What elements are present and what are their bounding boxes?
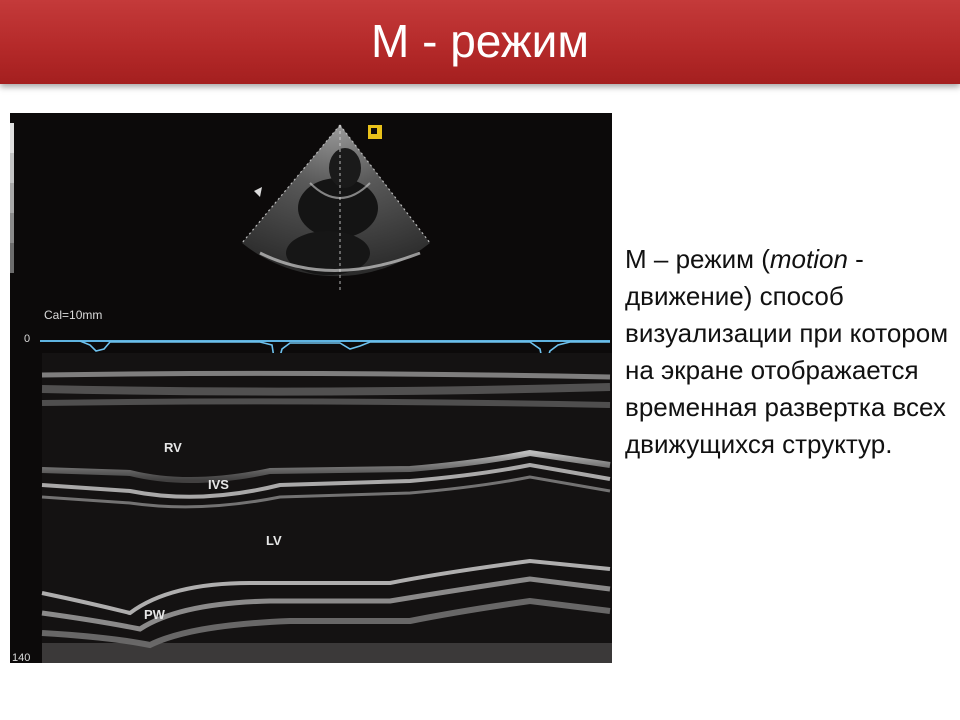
echo-svg: [10, 113, 612, 663]
triangle-marker-icon: [254, 187, 262, 197]
grayscale-strip: [10, 123, 14, 273]
description-part2: - движение) способ визуализации при котором на экране отображается временная развертка всех движущихся структур: [625, 244, 949, 459]
m-mode-echo-image: [10, 113, 612, 663]
depth-top-label: 0: [24, 333, 31, 345]
sector-2d-image: [242, 125, 430, 293]
label-rv: RV: [164, 440, 182, 455]
label-pw: PW: [144, 607, 165, 622]
description-italic-term: motion: [769, 244, 848, 274]
label-ivs: IVS: [208, 477, 229, 492]
description-period: .: [885, 429, 893, 459]
probe-orientation-marker-icon: [368, 125, 382, 139]
title-bar: [0, 0, 960, 84]
label-lv: LV: [266, 533, 282, 548]
depth-bottom-label: 140: [12, 652, 31, 663]
slide-title: М - режим: [371, 15, 589, 67]
calibration-label: Cal=10mm: [44, 308, 103, 322]
description-part1: М – режим (: [625, 244, 770, 274]
description-text: [625, 241, 955, 463]
m-mode-tracing: [42, 353, 612, 663]
